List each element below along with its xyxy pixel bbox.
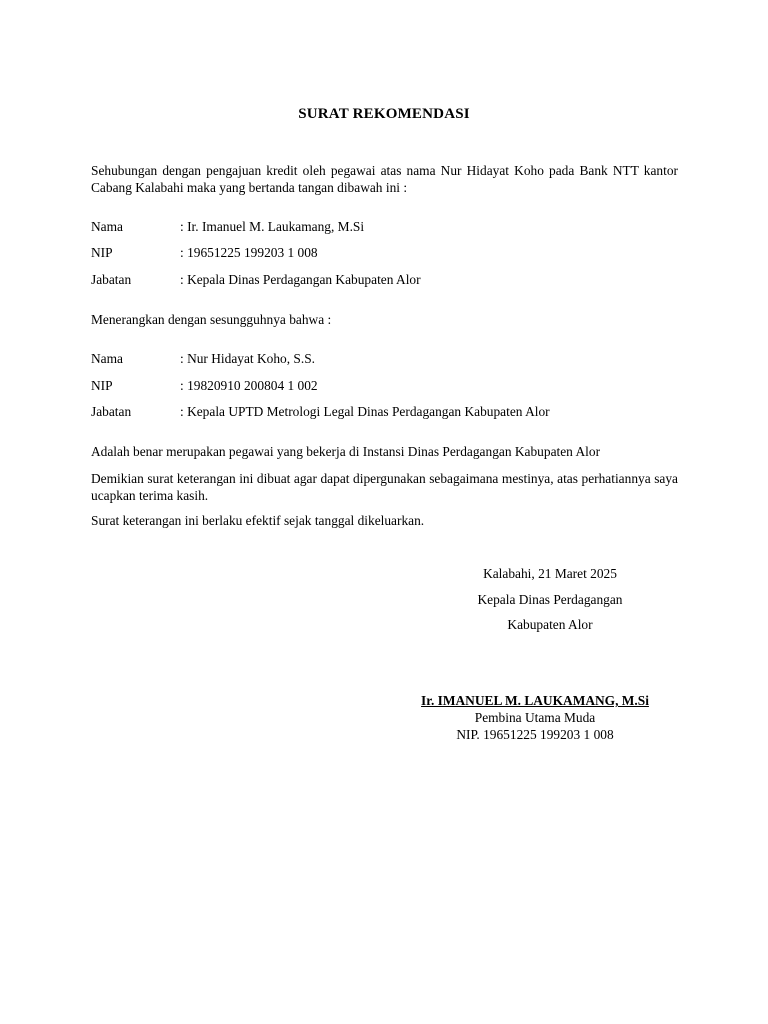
field-value: : 19820910 200804 1 002 <box>180 378 318 393</box>
intro-paragraph: Sehubungan dengan pengajuan kredit oleh pegawai atas nama Nur Hidayat Koho pada Bank NTT kantor Cabang Kalabahi maka yang bertanda tangan dibawah ini : <box>91 163 678 195</box>
field-label: Nama <box>91 351 123 366</box>
office-title-line2: Kabupaten Alor <box>507 617 593 632</box>
validity-paragraph: Surat keterangan ini berlaku efektif sejak tanggal dikeluarkan. <box>91 513 425 528</box>
field-label: Jabatan <box>91 272 132 287</box>
field-value: : Nur Hidayat Koho, S.S. <box>180 351 316 366</box>
field-value: : Kepala UPTD Metrologi Legal Dinas Perdagangan Kabupaten Alor <box>180 404 550 419</box>
letter-title: SURAT REKOMENDASI <box>298 106 470 122</box>
closing-paragraph: Demikian surat keterangan ini dibuat agar dapat dipergunakan sebagaimana mestinya, atas perhatiannya saya ucapkan terima kasih. <box>91 471 678 503</box>
field-value: : Ir. Imanuel M. Laukamang, M.Si <box>180 219 365 234</box>
place-date: Kalabahi, 21 Maret 2025 <box>483 566 617 581</box>
field-label: NIP <box>91 245 113 260</box>
signer-nip: NIP. 19651225 199203 1 008 <box>456 727 614 742</box>
field-label: Nama <box>91 219 123 234</box>
declare-paragraph: Menerangkan dengan sesungguhnya bahwa : <box>91 312 332 327</box>
field-label: Jabatan <box>91 404 132 419</box>
signature-block <box>375 692 695 743</box>
field-label: NIP <box>91 378 113 393</box>
statement-paragraph: Adalah benar merupakan pegawai yang bekerja di Instansi Dinas Perdagangan Kabupaten Alor <box>91 444 601 459</box>
signer-rank: Pembina Utama Muda <box>474 710 596 725</box>
field-value: : Kepala Dinas Perdagangan Kabupaten Alor <box>180 272 421 287</box>
office-title-line1: Kepala Dinas Perdagangan <box>477 592 623 607</box>
signer-name: Ir. IMANUEL M. LAUKAMANG, M.Si <box>421 693 649 708</box>
field-value: : 19651225 199203 1 008 <box>180 245 318 260</box>
